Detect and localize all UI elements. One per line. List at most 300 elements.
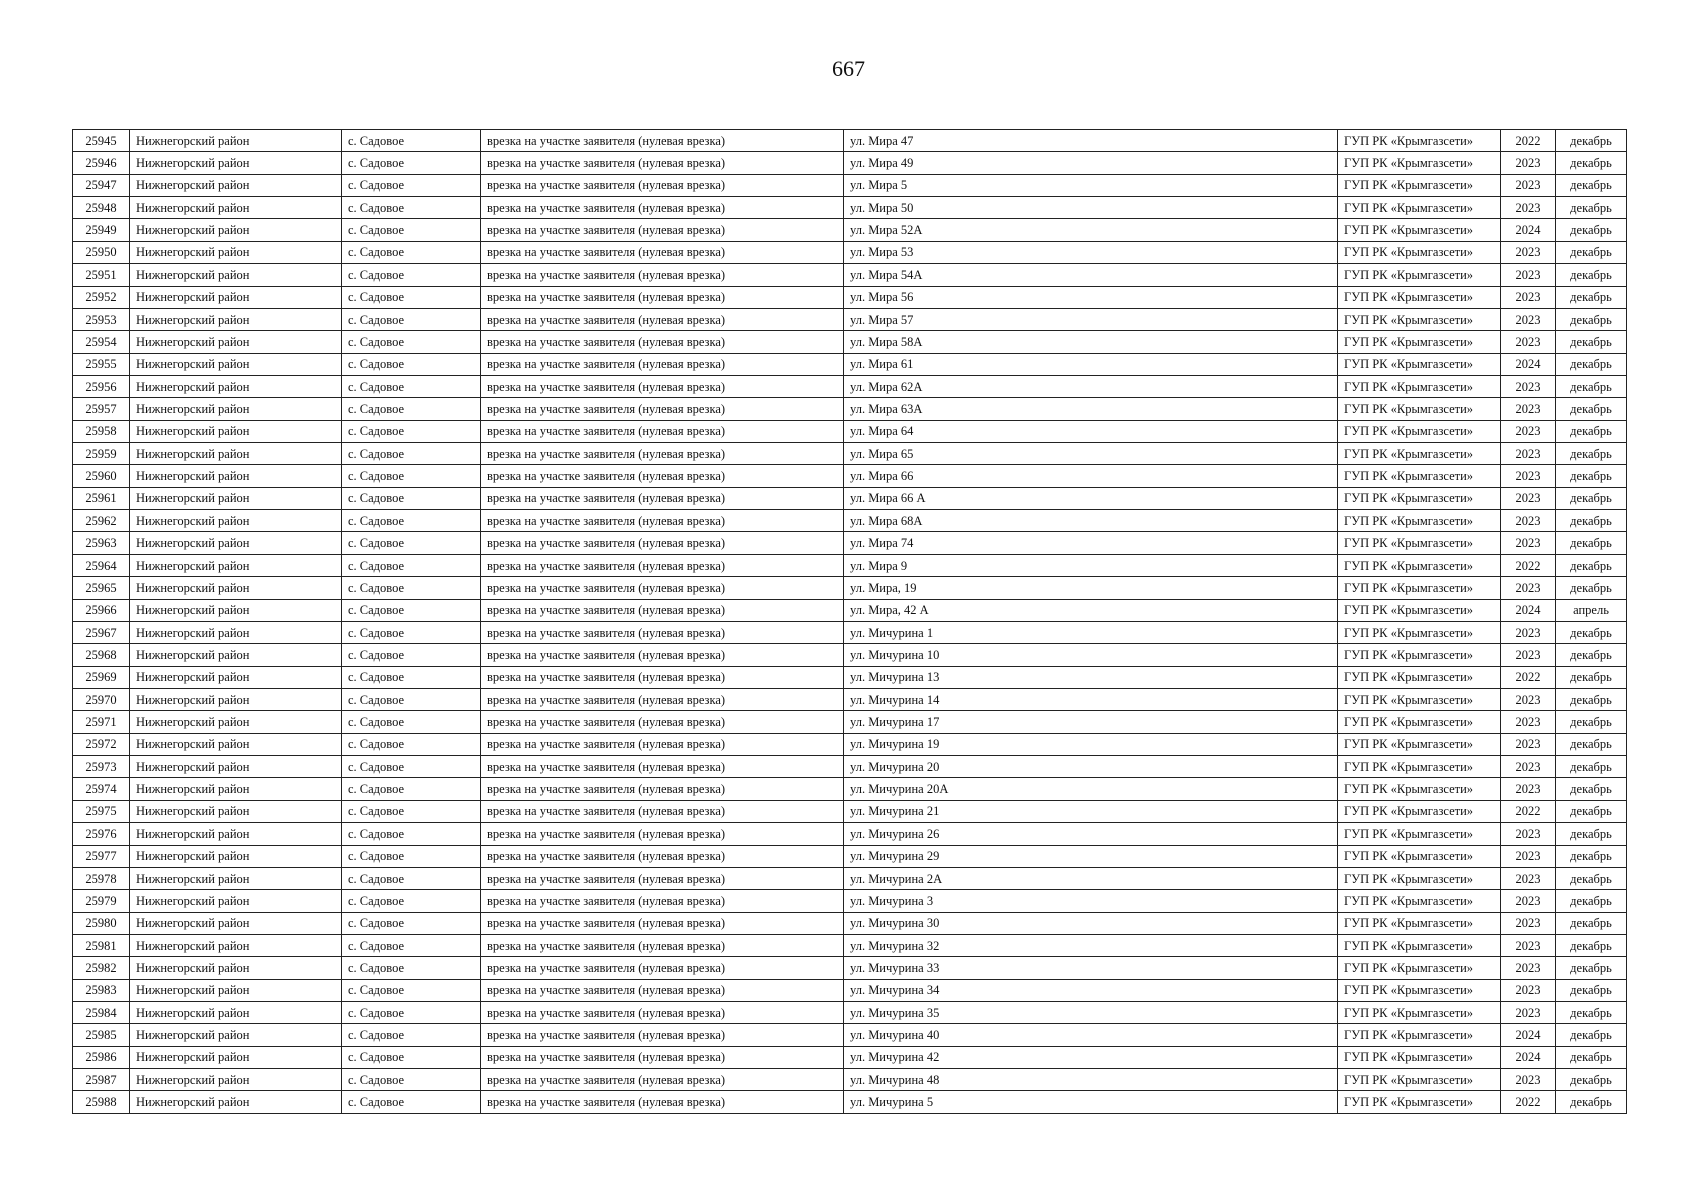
district-cell: Нижнегорский район — [130, 934, 342, 956]
month-cell: декабрь — [1556, 1046, 1627, 1068]
month-cell: декабрь — [1556, 174, 1627, 196]
address-cell: ул. Мичурина 26 — [844, 823, 1338, 845]
year-cell: 2023 — [1501, 823, 1556, 845]
month-cell: декабрь — [1556, 912, 1627, 934]
month-cell: декабрь — [1556, 286, 1627, 308]
organization-cell: ГУП РК «Крымгазсети» — [1338, 666, 1501, 688]
row-number-cell: 25956 — [73, 375, 130, 397]
table-row — [73, 666, 1627, 688]
work-type-cell: врезка на участке заявителя (нулевая врезка) — [481, 510, 844, 532]
address-cell: ул. Мира 65 — [844, 443, 1338, 465]
district-cell: Нижнегорский район — [130, 353, 342, 375]
table-row — [73, 644, 1627, 666]
row-number-cell: 25967 — [73, 621, 130, 643]
month-cell: декабрь — [1556, 666, 1627, 688]
year-cell: 2023 — [1501, 532, 1556, 554]
district-cell: Нижнегорский район — [130, 375, 342, 397]
organization-cell: ГУП РК «Крымгазсети» — [1338, 688, 1501, 710]
month-cell: декабрь — [1556, 1091, 1627, 1113]
year-cell: 2023 — [1501, 375, 1556, 397]
month-cell: декабрь — [1556, 823, 1627, 845]
table-row — [73, 375, 1627, 397]
work-type-cell: врезка на участке заявителя (нулевая врезка) — [481, 577, 844, 599]
settlement-cell: с. Садовое — [342, 286, 481, 308]
row-number-cell: 25981 — [73, 934, 130, 956]
address-cell: ул. Мичурина 48 — [844, 1069, 1338, 1091]
organization-cell: ГУП РК «Крымгазсети» — [1338, 867, 1501, 889]
address-cell: ул. Мичурина 1 — [844, 621, 1338, 643]
organization-cell: ГУП РК «Крымгазсети» — [1338, 845, 1501, 867]
organization-cell: ГУП РК «Крымгазсети» — [1338, 621, 1501, 643]
work-type-cell: врезка на участке заявителя (нулевая врезка) — [481, 353, 844, 375]
settlement-cell: с. Садовое — [342, 934, 481, 956]
address-cell: ул. Мира 49 — [844, 152, 1338, 174]
organization-cell: ГУП РК «Крымгазсети» — [1338, 599, 1501, 621]
address-cell: ул. Мичурина 32 — [844, 934, 1338, 956]
month-cell: декабрь — [1556, 375, 1627, 397]
organization-cell: ГУП РК «Крымгазсети» — [1338, 1069, 1501, 1091]
work-type-cell: врезка на участке заявителя (нулевая врезка) — [481, 1091, 844, 1113]
settlement-cell: с. Садовое — [342, 867, 481, 889]
row-number-cell: 25975 — [73, 800, 130, 822]
district-cell: Нижнегорский район — [130, 1069, 342, 1091]
row-number-cell: 25955 — [73, 353, 130, 375]
month-cell: декабрь — [1556, 756, 1627, 778]
address-cell: ул. Мичурина 21 — [844, 800, 1338, 822]
year-cell: 2023 — [1501, 890, 1556, 912]
table-row — [73, 510, 1627, 532]
settlement-cell: с. Садовое — [342, 1024, 481, 1046]
settlement-cell: с. Садовое — [342, 733, 481, 755]
address-cell: ул. Мира 64 — [844, 420, 1338, 442]
year-cell: 2023 — [1501, 264, 1556, 286]
month-cell: декабрь — [1556, 957, 1627, 979]
district-cell: Нижнегорский район — [130, 487, 342, 509]
work-type-cell: врезка на участке заявителя (нулевая врезка) — [481, 152, 844, 174]
district-cell: Нижнегорский район — [130, 867, 342, 889]
work-type-cell: врезка на участке заявителя (нулевая врезка) — [481, 219, 844, 241]
work-type-cell: врезка на участке заявителя (нулевая врезка) — [481, 331, 844, 353]
settlement-cell: с. Садовое — [342, 465, 481, 487]
settlement-cell: с. Садовое — [342, 443, 481, 465]
month-cell: декабрь — [1556, 152, 1627, 174]
district-cell: Нижнегорский район — [130, 465, 342, 487]
row-number-cell: 25949 — [73, 219, 130, 241]
row-number-cell: 25966 — [73, 599, 130, 621]
district-cell: Нижнегорский район — [130, 286, 342, 308]
row-number-cell: 25971 — [73, 711, 130, 733]
table-row — [73, 465, 1627, 487]
month-cell: декабрь — [1556, 420, 1627, 442]
address-cell: ул. Мира 63А — [844, 398, 1338, 420]
settlement-cell: с. Садовое — [342, 778, 481, 800]
table-row — [73, 308, 1627, 330]
table-row — [73, 890, 1627, 912]
work-type-cell: врезка на участке заявителя (нулевая врезка) — [481, 890, 844, 912]
row-number-cell: 25952 — [73, 286, 130, 308]
settlement-cell: с. Садовое — [342, 688, 481, 710]
month-cell: декабрь — [1556, 778, 1627, 800]
table-row — [73, 241, 1627, 263]
organization-cell: ГУП РК «Крымгазсети» — [1338, 554, 1501, 576]
table-row — [73, 532, 1627, 554]
district-cell: Нижнегорский район — [130, 957, 342, 979]
table-row — [73, 443, 1627, 465]
settlement-cell: с. Садовое — [342, 197, 481, 219]
settlement-cell: с. Садовое — [342, 554, 481, 576]
address-cell: ул. Мира, 42 А — [844, 599, 1338, 621]
table-row — [73, 778, 1627, 800]
settlement-cell: с. Садовое — [342, 130, 481, 152]
address-cell: ул. Мичурина 19 — [844, 733, 1338, 755]
table-row — [73, 711, 1627, 733]
organization-cell: ГУП РК «Крымгазсети» — [1338, 644, 1501, 666]
table-row — [73, 197, 1627, 219]
month-cell: декабрь — [1556, 1069, 1627, 1091]
district-cell: Нижнегорский район — [130, 241, 342, 263]
table-row — [73, 130, 1627, 152]
settlement-cell: с. Садовое — [342, 398, 481, 420]
table-row — [73, 174, 1627, 196]
table-row — [73, 845, 1627, 867]
work-type-cell: врезка на участке заявителя (нулевая врезка) — [481, 599, 844, 621]
year-cell: 2024 — [1501, 219, 1556, 241]
work-type-cell: врезка на участке заявителя (нулевая врезка) — [481, 241, 844, 263]
organization-cell: ГУП РК «Крымгазсети» — [1338, 800, 1501, 822]
year-cell: 2023 — [1501, 621, 1556, 643]
year-cell: 2023 — [1501, 398, 1556, 420]
table-row — [73, 599, 1627, 621]
work-type-cell: врезка на участке заявителя (нулевая врезка) — [481, 1002, 844, 1024]
address-cell: ул. Мира, 19 — [844, 577, 1338, 599]
table-row — [73, 487, 1627, 509]
address-cell: ул. Мичурина 10 — [844, 644, 1338, 666]
address-cell: ул. Мичурина 2А — [844, 867, 1338, 889]
organization-cell: ГУП РК «Крымгазсети» — [1338, 823, 1501, 845]
settlement-cell: с. Садовое — [342, 264, 481, 286]
address-cell: ул. Мичурина 5 — [844, 1091, 1338, 1113]
settlement-cell: с. Садовое — [342, 577, 481, 599]
year-cell: 2023 — [1501, 1002, 1556, 1024]
work-type-cell: врезка на участке заявителя (нулевая врезка) — [481, 264, 844, 286]
work-type-cell: врезка на участке заявителя (нулевая врезка) — [481, 621, 844, 643]
month-cell: декабрь — [1556, 443, 1627, 465]
year-cell: 2024 — [1501, 599, 1556, 621]
month-cell: декабрь — [1556, 532, 1627, 554]
settlement-cell: с. Садовое — [342, 666, 481, 688]
settlement-cell: с. Садовое — [342, 599, 481, 621]
settlement-cell: с. Садовое — [342, 890, 481, 912]
table-row — [73, 264, 1627, 286]
address-cell: ул. Мичурина 34 — [844, 979, 1338, 1001]
district-cell: Нижнегорский район — [130, 711, 342, 733]
row-number-cell: 25968 — [73, 644, 130, 666]
work-type-cell: врезка на участке заявителя (нулевая врезка) — [481, 1046, 844, 1068]
address-cell: ул. Мира 57 — [844, 308, 1338, 330]
month-cell: декабрь — [1556, 465, 1627, 487]
month-cell: декабрь — [1556, 934, 1627, 956]
settlement-cell: с. Садовое — [342, 375, 481, 397]
district-cell: Нижнегорский район — [130, 1024, 342, 1046]
table-row — [73, 979, 1627, 1001]
row-number-cell: 25945 — [73, 130, 130, 152]
year-cell: 2023 — [1501, 241, 1556, 263]
address-cell: ул. Мичурина 14 — [844, 688, 1338, 710]
settlement-cell: с. Садовое — [342, 532, 481, 554]
row-number-cell: 25946 — [73, 152, 130, 174]
address-cell: ул. Мира 54А — [844, 264, 1338, 286]
month-cell: декабрь — [1556, 890, 1627, 912]
settlement-cell: с. Садовое — [342, 487, 481, 509]
table-row — [73, 934, 1627, 956]
settlement-cell: с. Садовое — [342, 1091, 481, 1113]
row-number-cell: 25960 — [73, 465, 130, 487]
year-cell: 2023 — [1501, 912, 1556, 934]
address-cell: ул. Мичурина 20 — [844, 756, 1338, 778]
month-cell: декабрь — [1556, 1002, 1627, 1024]
settlement-cell: с. Садовое — [342, 756, 481, 778]
row-number-cell: 25984 — [73, 1002, 130, 1024]
address-cell: ул. Мира 5 — [844, 174, 1338, 196]
address-cell: ул. Мичурина 17 — [844, 711, 1338, 733]
work-type-cell: врезка на участке заявителя (нулевая врезка) — [481, 711, 844, 733]
work-type-cell: врезка на участке заявителя (нулевая врезка) — [481, 465, 844, 487]
row-number-cell: 25983 — [73, 979, 130, 1001]
organization-cell: ГУП РК «Крымгазсети» — [1338, 957, 1501, 979]
organization-cell: ГУП РК «Крымгазсети» — [1338, 1024, 1501, 1046]
row-number-cell: 25977 — [73, 845, 130, 867]
work-type-cell: врезка на участке заявителя (нулевая врезка) — [481, 644, 844, 666]
table-row — [73, 331, 1627, 353]
work-type-cell: врезка на участке заявителя (нулевая врезка) — [481, 420, 844, 442]
row-number-cell: 25959 — [73, 443, 130, 465]
settlement-cell: с. Садовое — [342, 1069, 481, 1091]
work-type-cell: врезка на участке заявителя (нулевая врезка) — [481, 532, 844, 554]
organization-cell: ГУП РК «Крымгазсети» — [1338, 1046, 1501, 1068]
year-cell: 2023 — [1501, 420, 1556, 442]
district-cell: Нижнегорский район — [130, 599, 342, 621]
row-number-cell: 25957 — [73, 398, 130, 420]
district-cell: Нижнегорский район — [130, 778, 342, 800]
organization-cell: ГУП РК «Крымгазсети» — [1338, 398, 1501, 420]
work-type-cell: врезка на участке заявителя (нулевая врезка) — [481, 308, 844, 330]
month-cell: декабрь — [1556, 800, 1627, 822]
work-type-cell: врезка на участке заявителя (нулевая врезка) — [481, 733, 844, 755]
work-type-cell: врезка на участке заявителя (нулевая врезка) — [481, 934, 844, 956]
month-cell: декабрь — [1556, 554, 1627, 576]
year-cell: 2023 — [1501, 845, 1556, 867]
row-number-cell: 25982 — [73, 957, 130, 979]
year-cell: 2023 — [1501, 867, 1556, 889]
address-cell: ул. Мира 56 — [844, 286, 1338, 308]
organization-cell: ГУП РК «Крымгазсети» — [1338, 308, 1501, 330]
year-cell: 2023 — [1501, 934, 1556, 956]
year-cell: 2023 — [1501, 152, 1556, 174]
district-cell: Нижнегорский район — [130, 1002, 342, 1024]
work-type-cell: врезка на участке заявителя (нулевая врезка) — [481, 912, 844, 934]
month-cell: декабрь — [1556, 487, 1627, 509]
district-cell: Нижнегорский район — [130, 554, 342, 576]
table-row — [73, 1046, 1627, 1068]
district-cell: Нижнегорский район — [130, 532, 342, 554]
organization-cell: ГУП РК «Крымгазсети» — [1338, 934, 1501, 956]
organization-cell: ГУП РК «Крымгазсети» — [1338, 711, 1501, 733]
row-number-cell: 25970 — [73, 688, 130, 710]
address-cell: ул. Мичурина 3 — [844, 890, 1338, 912]
district-cell: Нижнегорский район — [130, 800, 342, 822]
row-number-cell: 25987 — [73, 1069, 130, 1091]
organization-cell: ГУП РК «Крымгазсети» — [1338, 756, 1501, 778]
year-cell: 2023 — [1501, 688, 1556, 710]
district-cell: Нижнегорский район — [130, 666, 342, 688]
work-type-cell: врезка на участке заявителя (нулевая врезка) — [481, 823, 844, 845]
year-cell: 2022 — [1501, 554, 1556, 576]
year-cell: 2023 — [1501, 286, 1556, 308]
settlement-cell: с. Садовое — [342, 219, 481, 241]
work-type-cell: врезка на участке заявителя (нулевая врезка) — [481, 398, 844, 420]
district-cell: Нижнегорский район — [130, 264, 342, 286]
table-row — [73, 1091, 1627, 1113]
organization-cell: ГУП РК «Крымгазсети» — [1338, 130, 1501, 152]
table-row — [73, 621, 1627, 643]
settlement-cell: с. Садовое — [342, 711, 481, 733]
row-number-cell: 25978 — [73, 867, 130, 889]
address-cell: ул. Мира 58А — [844, 331, 1338, 353]
address-cell: ул. Мира 66 А — [844, 487, 1338, 509]
year-cell: 2023 — [1501, 733, 1556, 755]
month-cell: декабрь — [1556, 331, 1627, 353]
month-cell: декабрь — [1556, 867, 1627, 889]
month-cell: декабрь — [1556, 979, 1627, 1001]
work-type-cell: врезка на участке заявителя (нулевая врезка) — [481, 957, 844, 979]
month-cell: декабрь — [1556, 577, 1627, 599]
address-cell: ул. Мира 68А — [844, 510, 1338, 532]
district-cell: Нижнегорский район — [130, 443, 342, 465]
row-number-cell: 25986 — [73, 1046, 130, 1068]
year-cell: 2024 — [1501, 1046, 1556, 1068]
row-number-cell: 25948 — [73, 197, 130, 219]
table-row — [73, 152, 1627, 174]
district-cell: Нижнегорский район — [130, 420, 342, 442]
row-number-cell: 25964 — [73, 554, 130, 576]
organization-cell: ГУП РК «Крымгазсети» — [1338, 241, 1501, 263]
work-type-cell: врезка на участке заявителя (нулевая врезка) — [481, 1069, 844, 1091]
month-cell: декабрь — [1556, 688, 1627, 710]
work-type-cell: врезка на участке заявителя (нулевая врезка) — [481, 130, 844, 152]
row-number-cell: 25953 — [73, 308, 130, 330]
organization-cell: ГУП РК «Крымгазсети» — [1338, 890, 1501, 912]
settlement-cell: с. Садовое — [342, 241, 481, 263]
year-cell: 2022 — [1501, 130, 1556, 152]
settlement-cell: с. Садовое — [342, 957, 481, 979]
row-number-cell: 25974 — [73, 778, 130, 800]
row-number-cell: 25980 — [73, 912, 130, 934]
work-type-cell: врезка на участке заявителя (нулевая врезка) — [481, 197, 844, 219]
table-row — [73, 398, 1627, 420]
row-number-cell: 25972 — [73, 733, 130, 755]
table-row — [73, 219, 1627, 241]
table-row — [73, 912, 1627, 934]
settlement-cell: с. Садовое — [342, 308, 481, 330]
year-cell: 2023 — [1501, 1069, 1556, 1091]
row-number-cell: 25954 — [73, 331, 130, 353]
district-cell: Нижнегорский район — [130, 577, 342, 599]
address-cell: ул. Мира 50 — [844, 197, 1338, 219]
year-cell: 2023 — [1501, 711, 1556, 733]
year-cell: 2023 — [1501, 644, 1556, 666]
organization-cell: ГУП РК «Крымгазсети» — [1338, 1091, 1501, 1113]
district-cell: Нижнегорский район — [130, 890, 342, 912]
district-cell: Нижнегорский район — [130, 688, 342, 710]
address-cell: ул. Мичурина 13 — [844, 666, 1338, 688]
row-number-cell: 25961 — [73, 487, 130, 509]
address-cell: ул. Мира 62А — [844, 375, 1338, 397]
table-row — [73, 1069, 1627, 1091]
page-number: 667 — [832, 56, 865, 81]
year-cell: 2023 — [1501, 308, 1556, 330]
year-cell: 2023 — [1501, 577, 1556, 599]
month-cell: декабрь — [1556, 197, 1627, 219]
organization-cell: ГУП РК «Крымгазсети» — [1338, 443, 1501, 465]
settlement-cell: с. Садовое — [342, 979, 481, 1001]
organization-cell: ГУП РК «Крымгазсети» — [1338, 331, 1501, 353]
settlement-cell: с. Садовое — [342, 420, 481, 442]
address-cell: ул. Мичурина 40 — [844, 1024, 1338, 1046]
settlement-cell: с. Садовое — [342, 912, 481, 934]
month-cell: апрель — [1556, 599, 1627, 621]
district-cell: Нижнегорский район — [130, 130, 342, 152]
row-number-cell: 25979 — [73, 890, 130, 912]
month-cell: декабрь — [1556, 264, 1627, 286]
settlement-cell: с. Садовое — [342, 1046, 481, 1068]
organization-cell: ГУП РК «Крымгазсети» — [1338, 532, 1501, 554]
address-cell: ул. Мира 74 — [844, 532, 1338, 554]
district-cell: Нижнегорский район — [130, 733, 342, 755]
work-type-cell: врезка на участке заявителя (нулевая врезка) — [481, 554, 844, 576]
settlement-cell: с. Садовое — [342, 331, 481, 353]
organization-cell: ГУП РК «Крымгазсети» — [1338, 510, 1501, 532]
row-number-cell: 25985 — [73, 1024, 130, 1046]
organization-cell: ГУП РК «Крымгазсети» — [1338, 778, 1501, 800]
work-type-cell: врезка на участке заявителя (нулевая врезка) — [481, 286, 844, 308]
district-cell: Нижнегорский район — [130, 308, 342, 330]
year-cell: 2023 — [1501, 778, 1556, 800]
address-cell: ул. Мичурина 29 — [844, 845, 1338, 867]
row-number-cell: 25958 — [73, 420, 130, 442]
district-cell: Нижнегорский район — [130, 823, 342, 845]
table-row — [73, 800, 1627, 822]
organization-cell: ГУП РК «Крымгазсети» — [1338, 197, 1501, 219]
work-type-cell: врезка на участке заявителя (нулевая врезка) — [481, 979, 844, 1001]
organization-cell: ГУП РК «Крымгазсети» — [1338, 465, 1501, 487]
district-cell: Нижнегорский район — [130, 979, 342, 1001]
address-cell: ул. Мира 9 — [844, 554, 1338, 576]
organization-cell: ГУП РК «Крымгазсети» — [1338, 1002, 1501, 1024]
address-cell: ул. Мичурина 33 — [844, 957, 1338, 979]
row-number-cell: 25963 — [73, 532, 130, 554]
year-cell: 2022 — [1501, 666, 1556, 688]
row-number-cell: 25962 — [73, 510, 130, 532]
month-cell: декабрь — [1556, 644, 1627, 666]
table-row — [73, 823, 1627, 845]
organization-cell: ГУП РК «Крымгазсети» — [1338, 353, 1501, 375]
address-cell: ул. Мичурина 30 — [844, 912, 1338, 934]
settlement-cell: с. Садовое — [342, 152, 481, 174]
year-cell: 2024 — [1501, 1024, 1556, 1046]
settlement-cell: с. Садовое — [342, 823, 481, 845]
year-cell: 2023 — [1501, 957, 1556, 979]
settlement-cell: с. Садовое — [342, 845, 481, 867]
